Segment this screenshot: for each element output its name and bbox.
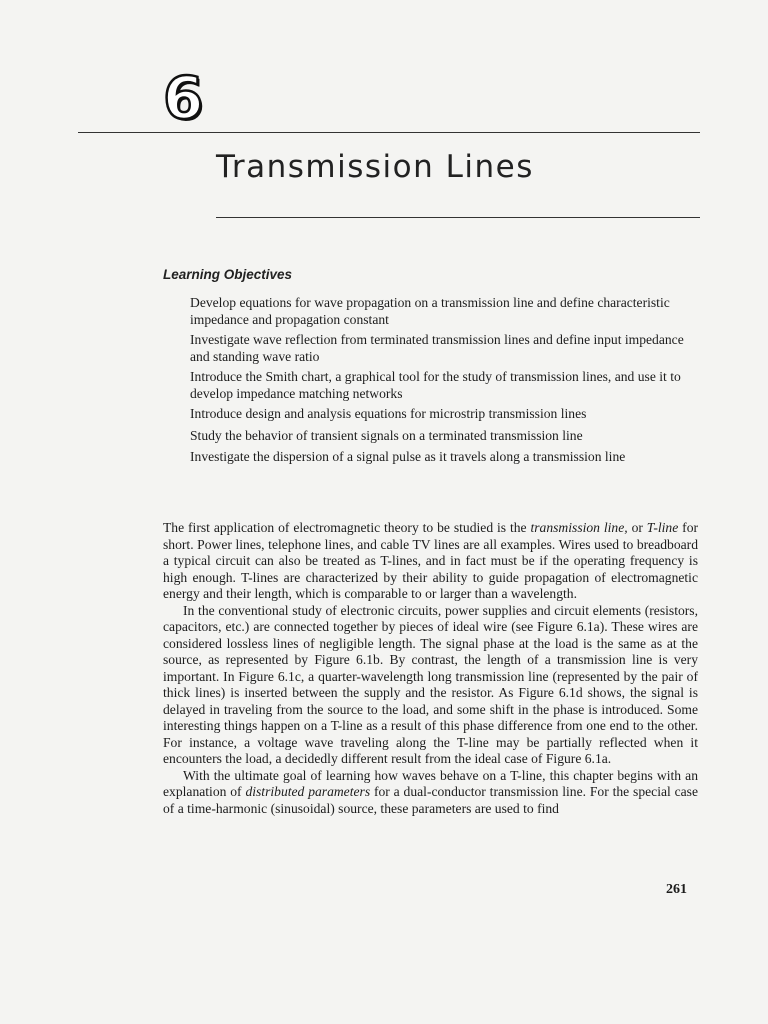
title-rule — [216, 217, 700, 218]
chapter-number: 6 — [163, 64, 204, 132]
learning-objectives-heading: Learning Objectives — [163, 267, 293, 282]
objective-item: Introduce design and analysis equations for microstrip transmission lines — [190, 406, 587, 421]
paragraph-3-text-a: With the ultimate goal of learning how waves behave on a T-line, this chapter begins with an explanation of — [163, 767, 698, 799]
objective-item: Introduce the Smith chart, a graphical tool for the study of transmission lines, and use it to develop impedance matching networks — [190, 369, 681, 401]
paragraph-3 — [163, 768, 698, 818]
paragraph-3-text-b: for a dual-conductor transmission line. For the special case of a time-harmonic (sinusoidal) source, these parameters are used to find — [163, 784, 699, 816]
page-number: 261 — [666, 882, 687, 897]
paragraph-1-text-c: for short. Power lines, telephone lines, and cable TV lines are all examples. Wires used to breadboard a typical circuit can also be treated as T-lines, and in fact must be if the operating frequency is high enough. T-lines are characterized by their ability to guide propagation of electromagnetic energy and their length, which is comparable to or larger than a wavelength. — [163, 520, 699, 601]
term-distributed-parameters: distributed parameters — [245, 784, 371, 799]
term-t-line: T-line — [646, 520, 679, 535]
body-text — [163, 520, 698, 817]
objective-item: Investigate the dispersion of a signal pulse as it travels along a transmission line — [190, 449, 626, 464]
paragraph-1-text-a: The first application of electromagnetic theory to be studied is the — [163, 520, 531, 535]
chapter-title: Transmission Lines — [216, 149, 534, 185]
header-rule — [78, 132, 700, 133]
objective-item: Investigate wave reflection from terminated transmission lines and define input impedance and standing wave ratio — [190, 332, 684, 364]
paragraph-1-text-b: or — [627, 520, 647, 535]
term-transmission-line: transmission line, — [530, 520, 628, 535]
objective-item: Study the behavior of transient signals on a terminated transmission line — [190, 427, 583, 443]
paragraph-2: In the conventional study of electronic circuits, power supplies and circuit elements (resistors, capacitors, etc.) are connected together by pieces of ideal wire (see Figure 6.1a). These wires are considered lossless lines of negligible length. The signal phase at the load is the same as at the source, as represented by Figure 6.1b. By contrast, the length of a transmission line is very important. In Figure 6.1c, a quarter-wavelength long transmission line (represented by the pair of thick lines) is inserted between the supply and the resistor. As Figure 6.1d shows, the signal is delayed in traveling from the source to the load, and some shift in the phase is introduced. Some interesting things happen on a T-line as a result of this phase difference from one end to the other. For instance, a voltage wave traveling along the T-line may be partially reflected when it encounters the load, a decidedly different result from the ideal case of Figure 6.1a. — [163, 602, 698, 766]
objective-item: Develop equations for wave propagation on a transmission line and define characteristic impedance and propagation constant — [190, 295, 670, 327]
paragraph-1 — [163, 520, 698, 603]
learning-objectives-list — [190, 295, 705, 471]
